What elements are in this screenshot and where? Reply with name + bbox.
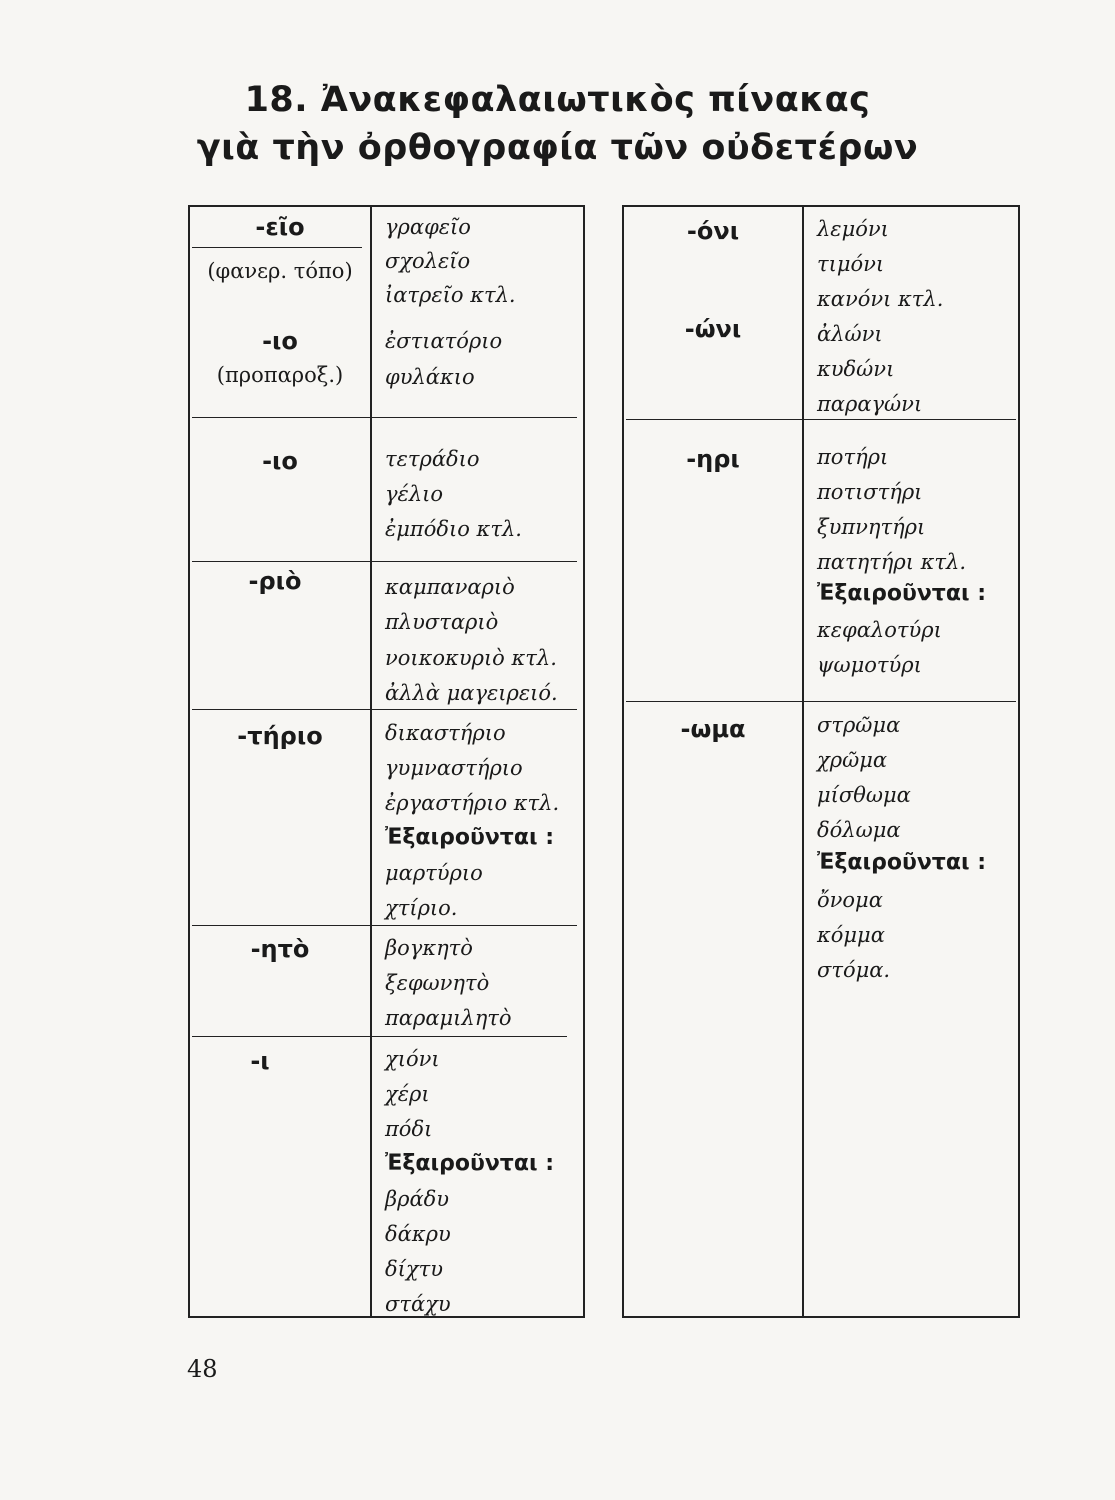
suffix-oni: -όνι [686, 217, 740, 245]
word: ὄνομα [817, 888, 883, 912]
word: ἀλώνι [817, 322, 883, 346]
page-number: 48 [187, 1355, 218, 1383]
table-top-border [188, 205, 585, 207]
suffix-rio: -ριὸ [248, 567, 302, 595]
word: χιόνι [385, 1047, 440, 1071]
suffix-tirio: -τήριο [237, 722, 323, 750]
word: κεφαλοτύρι [817, 618, 942, 642]
exceptions-label: Ἐξαιροῦνται : [817, 850, 986, 875]
word: λεμόνι [817, 217, 889, 241]
row-divider [626, 419, 1016, 420]
row-divider [192, 561, 577, 562]
word: χρῶμα [817, 748, 888, 772]
suffix-io: -ιο [262, 447, 298, 475]
word: μαρτύριο [385, 861, 483, 885]
word: παραμιλητὸ [385, 1006, 512, 1030]
word: βογκητὸ [385, 936, 473, 960]
exceptions-label: Ἐξαιροῦνται : [385, 1151, 554, 1176]
word: ποτιστήρι [817, 480, 923, 504]
exceptions-label: Ἐξαιροῦνται : [385, 825, 554, 850]
word: στόμα. [817, 958, 891, 982]
word: γραφεῖο [385, 215, 471, 239]
word: τιμόνι [817, 252, 885, 276]
word: ἐργαστήριο κτλ. [385, 791, 560, 815]
word: πατητήρι κτλ. [817, 550, 967, 574]
suffix-iri: -ηρι [686, 445, 740, 473]
column-divider [802, 205, 804, 1318]
word: στρῶμα [817, 713, 901, 737]
row-divider [192, 925, 577, 926]
word: ἐμπόδιο κτλ. [385, 517, 522, 541]
column-divider [370, 205, 372, 1318]
page-title-line-1: 18. Ἀνακεφαλαιωτικὸς πίνακας [244, 80, 871, 120]
word: καμπαναριὸ [385, 575, 515, 599]
right-summary-table [622, 205, 1020, 1318]
row-divider [192, 417, 577, 418]
word: βράδυ [385, 1187, 450, 1211]
word: δίχτυ [385, 1257, 443, 1281]
word: ἐστιατόριο [385, 329, 503, 353]
table-bottom-border [622, 1316, 1020, 1318]
word: ξυπνητήρι [817, 515, 926, 539]
word: δικαστήριο [385, 721, 506, 745]
note-proparox: (προπαροξ.) [216, 363, 344, 387]
word: δόλωμα [817, 818, 901, 842]
suffix-eio: -εῖο [255, 213, 305, 241]
page-title-line-2: γιὰ τὴν ὀρθογραφία τῶν οὐδετέρων [196, 128, 919, 168]
table-bottom-border [188, 1316, 585, 1318]
word: σχολεῖο [385, 249, 471, 273]
row-divider [192, 1036, 567, 1037]
word: νοικοκυριὸ κτλ. [385, 646, 557, 670]
word: ἰατρεῖο κτλ. [385, 283, 516, 307]
word: χέρι [385, 1082, 430, 1106]
word: κανόνι κτλ. [817, 287, 944, 311]
word: ἀλλὰ μαγειρειό. [385, 681, 558, 705]
suffix-io: -ιο [262, 327, 298, 355]
word: τετράδιο [385, 447, 480, 471]
exceptions-label: Ἐξαιροῦνται : [817, 581, 986, 606]
word: γέλιο [385, 482, 444, 506]
word: κόμμα [817, 923, 885, 947]
word: πλυσταριὸ [385, 610, 499, 634]
row-divider [626, 701, 1016, 702]
word: ξεφωνητὸ [385, 971, 490, 995]
word: γυμναστήριο [385, 756, 523, 780]
suffix-i: -ι [250, 1047, 270, 1075]
suffix-ito: -ητὸ [250, 935, 310, 963]
word: χτίριο. [385, 896, 458, 920]
word: πόδι [385, 1117, 433, 1141]
word: φυλάκιο [385, 365, 475, 389]
word: μίσθωμα [817, 783, 911, 807]
table-top-border [622, 205, 1020, 207]
left-summary-table [188, 205, 585, 1318]
suffix-underline [192, 247, 362, 248]
suffix-oma: -ωμα [680, 715, 746, 743]
suffix-oni-accented: -ώνι [684, 315, 742, 343]
word: ψωμοτύρι [817, 653, 922, 677]
word: παραγώνι [817, 392, 923, 416]
row-divider [192, 709, 577, 710]
word: δάκρυ [385, 1222, 451, 1246]
word: ποτήρι [817, 445, 889, 469]
word: κυδώνι [817, 357, 895, 381]
word: στάχυ [385, 1292, 451, 1316]
note-phaner-topo: (φανερ. τόπο) [207, 259, 353, 283]
